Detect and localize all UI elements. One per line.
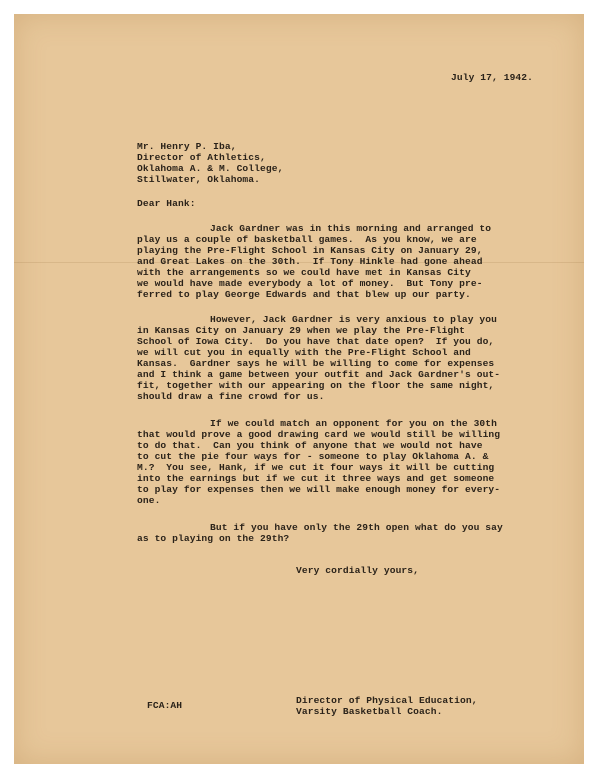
typist-initials: FCA:AH [147,700,183,711]
salutation: Dear Hank: [137,198,196,209]
paragraph-line: to cut the pie four ways for - someone to play Oklahoma A. & [137,451,489,462]
paragraph-line: to play for expenses then we will make enough money for every- [137,484,501,495]
paragraph-line: Kansas. Gardner says he will be willing to come for expenses [137,358,495,369]
paragraph-line: ferred to play George Edwards and that blew up our party. [137,289,471,300]
paragraph-line: But if you have only the 29th open what do you say [210,522,503,533]
paragraph-line: and Great Lakes on the 30th. If Tony Hinkle had gone ahead [137,256,483,267]
paragraph-line: one. [137,495,161,506]
paragraph-line: However, Jack Gardner is very anxious to play you [210,314,498,325]
paragraph-line: M.? You see, Hank, if we cut it four ways it will be cutting [137,462,495,473]
paragraph-line: If we could match an opponent for you on the 30th [210,418,498,429]
recipient-title: Director of Athletics, [137,152,266,163]
recipient-institution: Oklahoma A. & M. College, [137,163,284,174]
letter-page [14,14,584,764]
paragraph-line: School of Iowa City. Do you have that date open? If you do, [137,336,495,347]
closing: Very cordially yours, [296,565,420,576]
paragraph-line: playing the Pre-Flight School in Kansas City on January 29, [137,245,483,256]
recipient-city: Stillwater, Oklahoma. [137,174,261,185]
signature-title: Varsity Basketball Coach. [296,706,443,717]
paragraph-line: into the earnings but if we cut it three ways and get someone [137,473,495,484]
letter-date: July 17, 1942. [451,72,534,83]
paragraph-line: we will cut you in equally with the Pre-Flight School and [137,347,471,358]
paragraph-line: fit, together with our appearing on the floor the same night, [137,380,495,391]
paragraph-line: to do that. Can you think of anyone that we would not have [137,440,483,451]
paragraph-line: with the arrangements so we could have met in Kansas City [137,267,471,278]
paragraph-line: play us a couple of basketball games. As you know, we are [137,234,477,245]
paragraph-line: in Kansas City on January 29 when we play the Pre-Flight [137,325,466,336]
paragraph-line: should draw a fine crowd for us. [137,391,325,402]
paragraph-line: Jack Gardner was in this morning and arranged to [210,223,492,234]
paragraph-line: and I think a game between your outfit and Jack Gardner's out- [137,369,501,380]
paragraph-line: we would have made everybody a lot of money. But Tony pre- [137,278,483,289]
paragraph-line: as to playing on the 29th? [137,533,290,544]
paragraph-line: that would prove a good drawing card we would still be willing [137,429,501,440]
signature-title: Director of Physical Education, [296,695,478,706]
recipient-name: Mr. Henry P. Iba, [137,141,237,152]
